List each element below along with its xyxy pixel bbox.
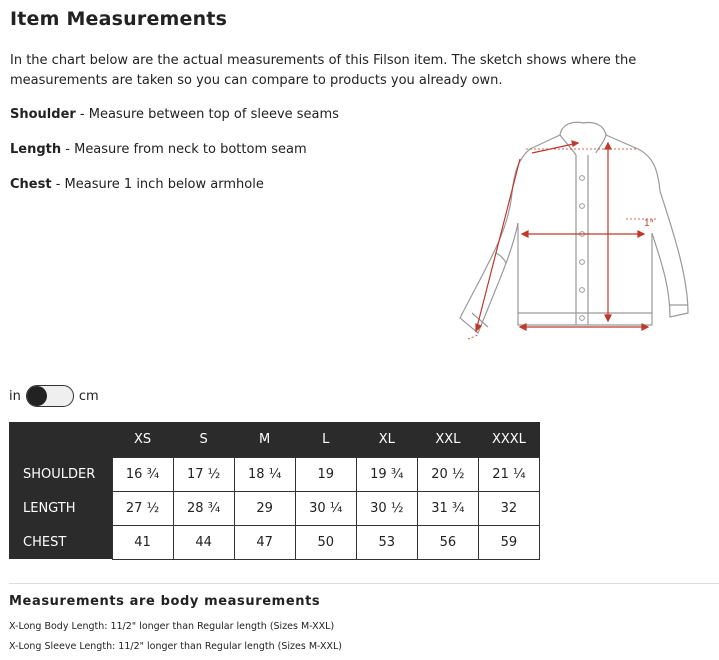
- table-cell: 44: [173, 525, 234, 559]
- measure-lines: [476, 141, 648, 331]
- intro-text: In the chart below are the actual measurements of this Filson item. The sketch shows where the measurements are taken so you can compare to products you already own.: [10, 53, 637, 88]
- table-cell: 53: [356, 525, 417, 559]
- table-cell: 16 ¾: [112, 457, 173, 491]
- table-cell: 18 ¼: [234, 457, 295, 491]
- table-cell: 41: [112, 525, 173, 559]
- definition-term: Shoulder: [10, 107, 76, 122]
- footer-title: Measurements are body measurements: [9, 594, 321, 609]
- size-header: M: [234, 422, 295, 457]
- table-row: [9, 525, 540, 559]
- row-label: SHOULDER: [9, 457, 112, 491]
- page-title: Item Measurements: [10, 8, 228, 30]
- table-cell: 20 ½: [417, 457, 478, 491]
- section-divider: [9, 583, 719, 584]
- table-cell: 19: [295, 457, 356, 491]
- definition-shoulder: [10, 107, 339, 122]
- row-label: CHEST: [9, 525, 112, 559]
- table-cell: 30 ½: [356, 491, 417, 525]
- size-header: L: [295, 422, 356, 457]
- button-dots: [580, 176, 585, 321]
- chest-offset-label: 1": [644, 219, 654, 229]
- table-cell: 50: [295, 525, 356, 559]
- size-header: XXXL: [478, 422, 539, 457]
- table-cell: 30 ¼: [295, 491, 356, 525]
- table-cell: 21 ¼: [478, 457, 539, 491]
- footer-note-sleeve: X-Long Sleeve Length: 11/2" longer than Regular length (Sizes M-XXL): [9, 641, 343, 652]
- table-cell: 19 ¾: [356, 457, 417, 491]
- footer-note-body: X-Long Body Length: 11/2" longer than Regular length (Sizes M-XXL): [9, 621, 335, 632]
- table-cell: 29: [234, 491, 295, 525]
- definition-term: Length: [10, 142, 62, 157]
- table-cell: 59: [478, 525, 539, 559]
- table-corner: [9, 422, 112, 457]
- size-table: [9, 422, 540, 560]
- toggle-knob[interactable]: [27, 386, 47, 406]
- table-row: [9, 457, 540, 491]
- unit-toggle-switch[interactable]: [26, 385, 74, 407]
- table-cell: 47: [234, 525, 295, 559]
- row-label: LENGTH: [9, 491, 112, 525]
- definition-term: Chest: [10, 177, 52, 192]
- definition-desc: - Measure from neck to bottom seam: [61, 142, 307, 157]
- table-cell: 17 ½: [173, 457, 234, 491]
- table-cell: 31 ¾: [417, 491, 478, 525]
- table-cell: 32: [478, 491, 539, 525]
- size-header: XXL: [417, 422, 478, 457]
- table-cell: 56: [417, 525, 478, 559]
- size-header: S: [173, 422, 234, 457]
- table-cell: 28 ¾: [173, 491, 234, 525]
- definition-desc: - Measure between top of sleeve seams: [75, 107, 339, 122]
- dotted-guides: [468, 149, 658, 339]
- table-cell: 27 ½: [112, 491, 173, 525]
- jacket-sketch: [448, 103, 718, 353]
- size-header: XL: [356, 422, 417, 457]
- definition-desc: - Measure 1 inch below armhole: [51, 177, 264, 192]
- table-row: [9, 491, 540, 525]
- definition-length: [10, 142, 307, 157]
- size-header: XS: [112, 422, 173, 457]
- size-header-row: [9, 422, 540, 457]
- unit-toggle-row: [9, 384, 99, 408]
- definition-chest: [10, 177, 264, 192]
- unit-cm-label[interactable]: cm: [78, 388, 99, 404]
- unit-in-label[interactable]: in: [9, 388, 21, 404]
